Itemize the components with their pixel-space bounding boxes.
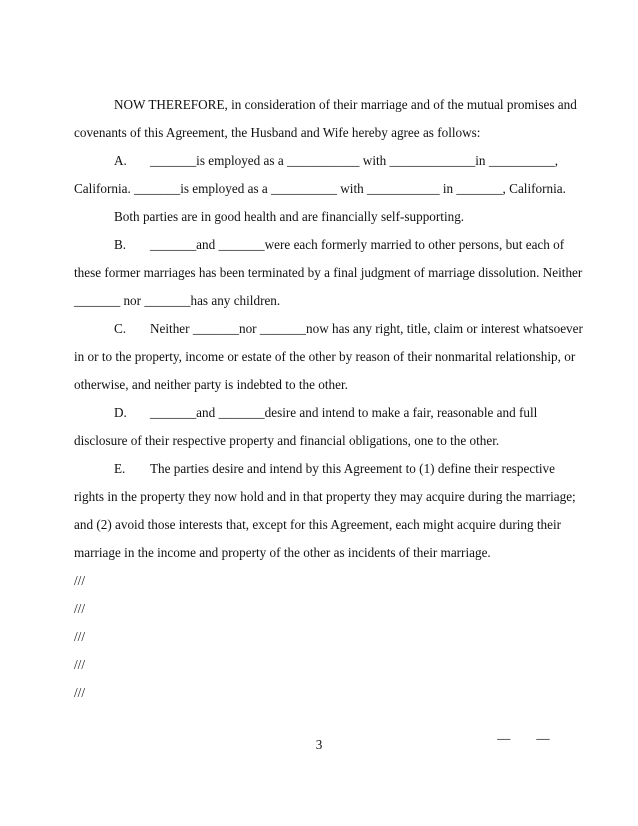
paragraph-c-line-1: Neither _______nor _______now has any right, title, claim or interest whatsoever (150, 321, 583, 336)
continuation-mark: /// (74, 573, 85, 588)
paragraph-c-letter: C. (114, 321, 127, 336)
continuation-mark: /// (74, 657, 85, 672)
paragraph-c-line-2: in or to the property, income or estate of the other by reason of their nonmarital relationship, or (74, 349, 576, 364)
paragraph-a-line-3: Both parties are in good health and are financially self-supporting. (114, 209, 465, 224)
paragraph-e-line-3: and (2) avoid those interests that, except for this Agreement, each might acquire during their (74, 517, 562, 532)
paragraph-b-line-3: _______ nor _______has any children. (74, 293, 281, 308)
paragraph-c-line-3: otherwise, and neither party is indebted to the other. (74, 377, 348, 392)
continuation-mark: /// (74, 685, 85, 700)
paragraph-e-line-1: The parties desire and intend by this Agreement to (1) define their respective (150, 461, 556, 476)
paragraph-a-line-1: _______is employed as a ___________ with _____________in __________, (150, 153, 559, 168)
paragraph-d-line-2: disclosure of their respective property and financial obligations, one to the other. (74, 433, 500, 448)
husband-initials-blank: __ (497, 726, 511, 741)
continuation-mark: /// (74, 601, 85, 616)
wife-initials-blank: __ (536, 726, 550, 741)
paragraph-d-line-1: _______and _______desire and intend to make a fair, reasonable and full (150, 405, 538, 420)
paragraph-d-letter: D. (114, 405, 127, 420)
paragraph-e-line-4: marriage in the income and property of the other as incidents of their marriage. (74, 545, 491, 560)
paragraph-b-letter: B. (114, 237, 127, 252)
paragraph-e-letter: E. (114, 461, 126, 476)
paragraph-b-line-1: _______and _______were each formerly married to other persons, but each of (150, 237, 565, 252)
paragraph-a-letter: A. (114, 153, 127, 168)
paragraph-e-line-2: rights in the property they now hold and in that property they may acquire during the marriage; (74, 489, 576, 504)
page-number: 3 (315, 737, 323, 752)
paragraph-b-line-2: these former marriages has been terminated by a final judgment of marriage dissolution. Neither (74, 265, 583, 280)
continuation-mark: /// (74, 629, 85, 644)
intro-line-1: NOW THEREFORE, in consideration of their marriage and of the mutual promises and (114, 97, 577, 112)
paragraph-a-line-2: California. _______is employed as a __________ with ___________ in _______, California. (74, 181, 566, 196)
intro-line-2: covenants of this Agreement, the Husband and Wife hereby agree as follows: (74, 125, 481, 140)
